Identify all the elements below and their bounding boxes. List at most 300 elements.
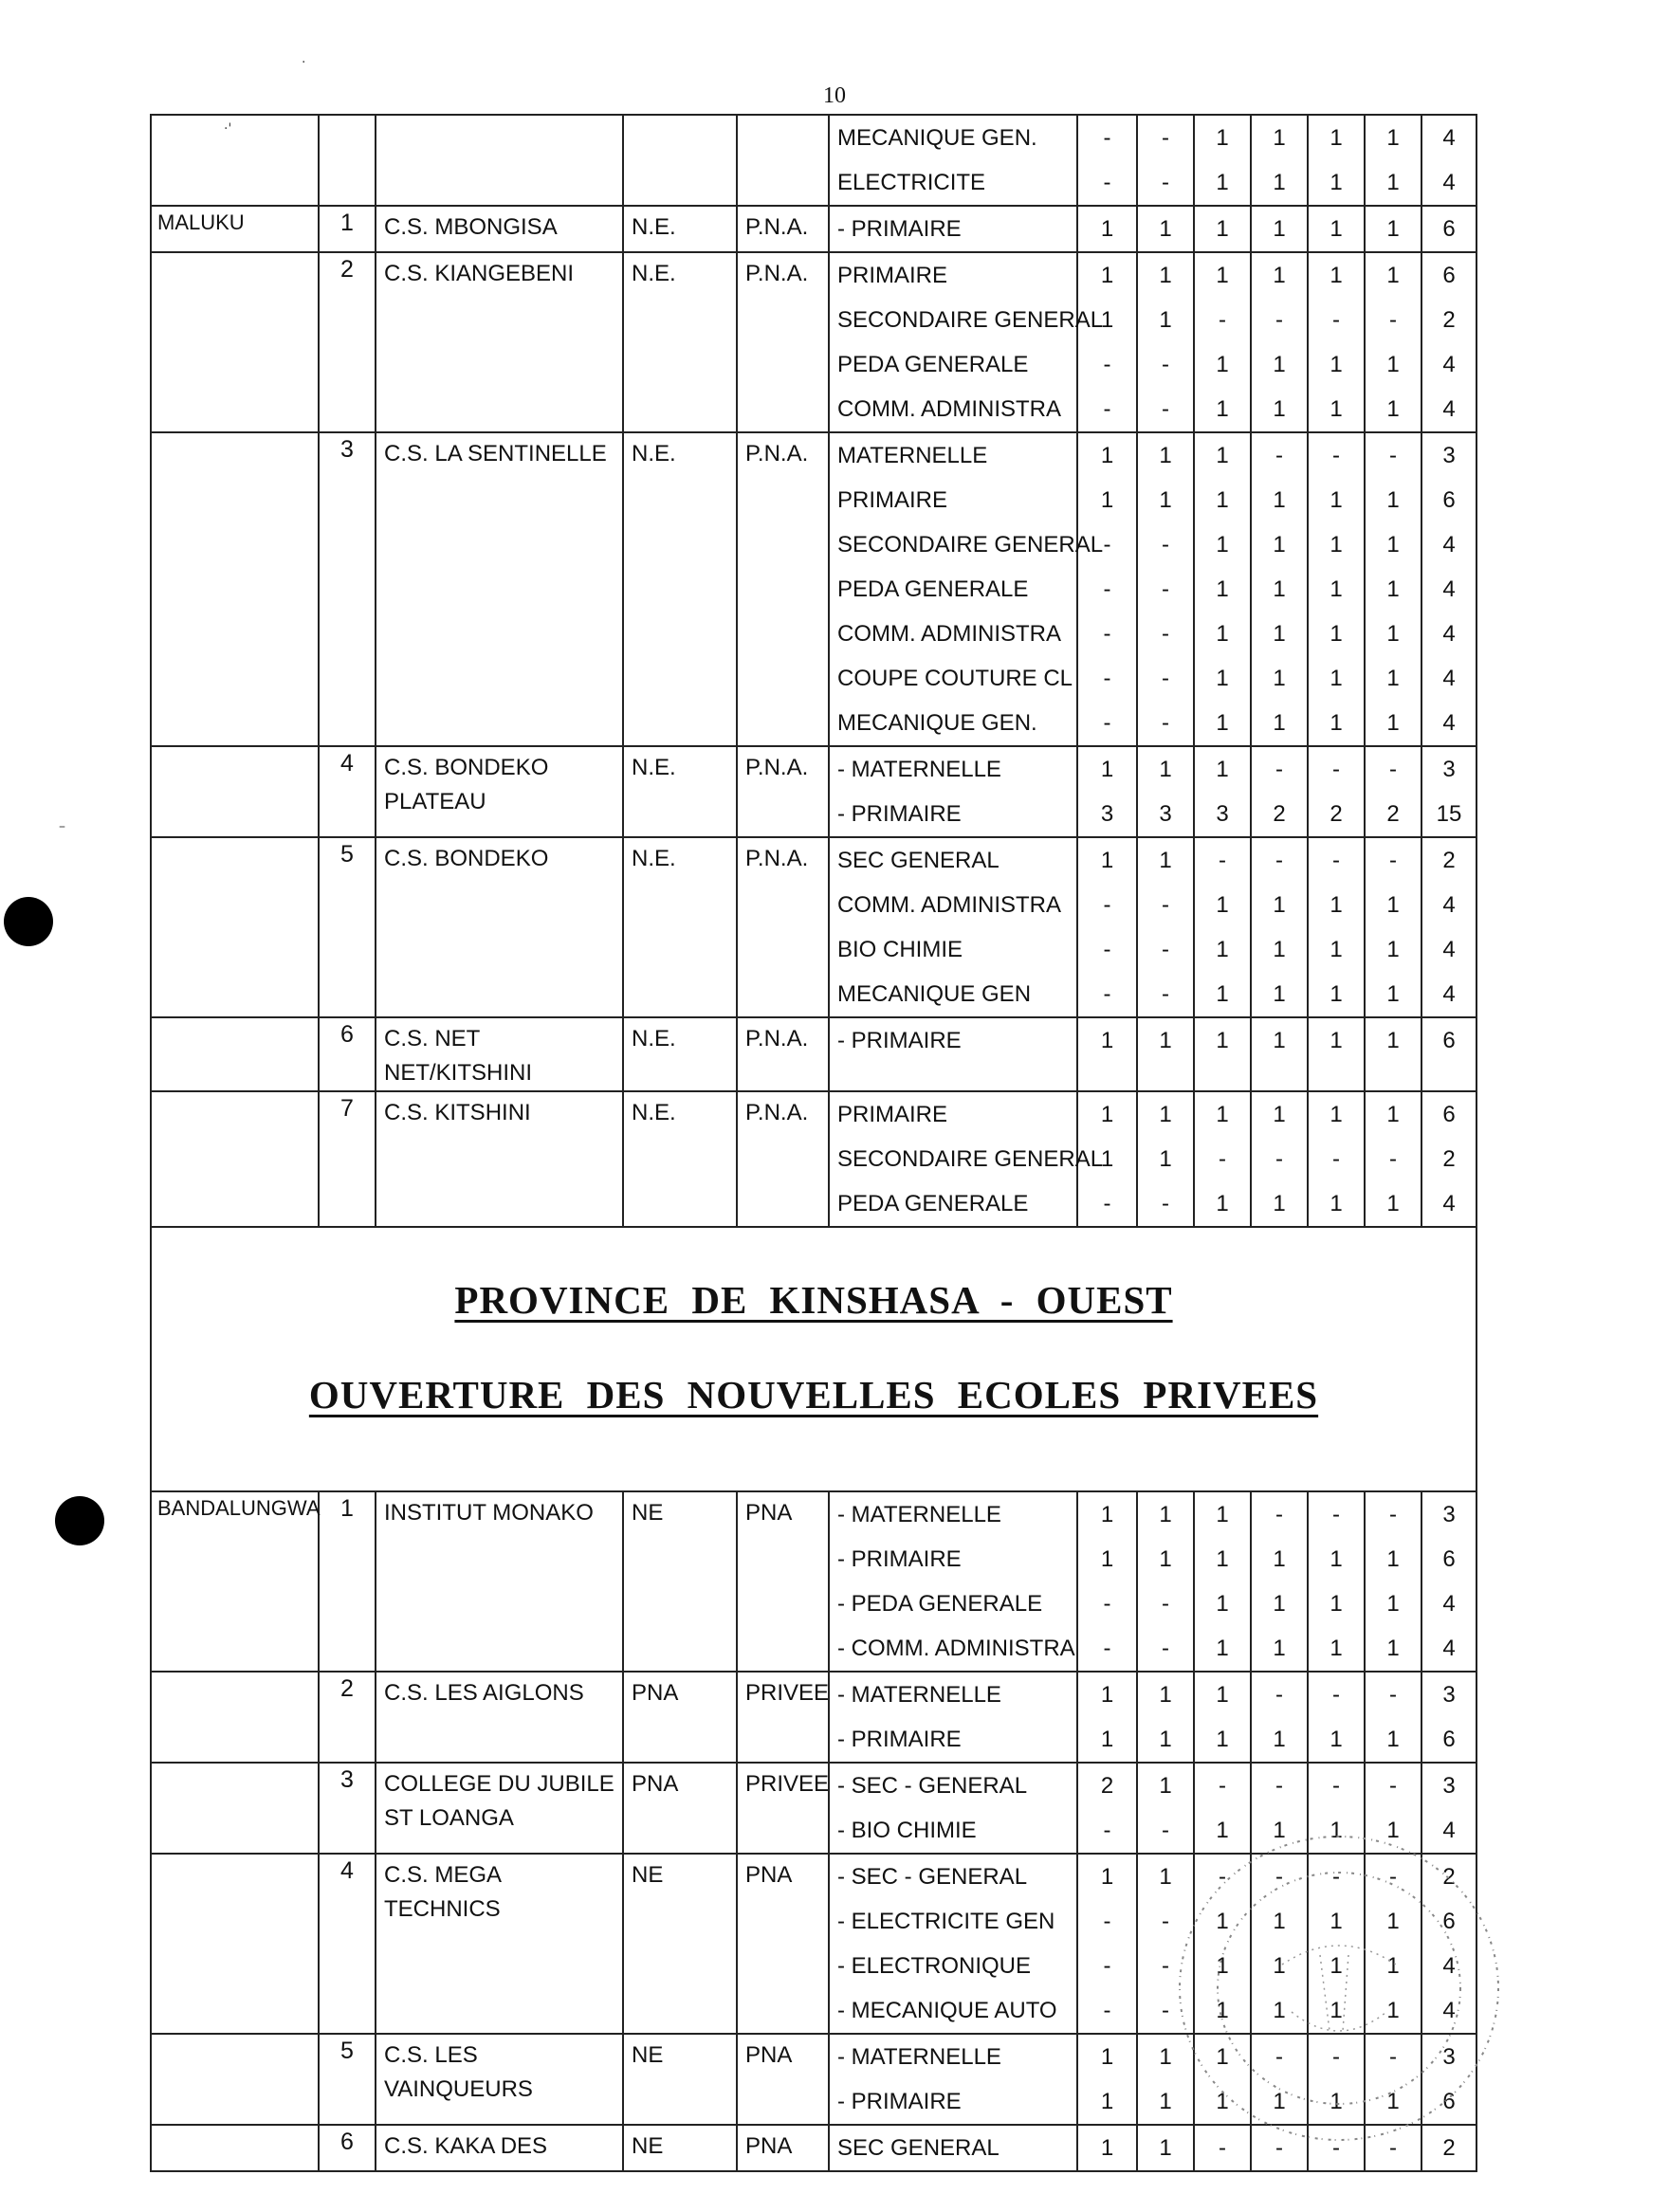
total-value: 3 bbox=[1442, 1502, 1456, 1527]
option-label: PEDA GENERALE bbox=[837, 1191, 1029, 1216]
level-cell bbox=[1194, 746, 1251, 837]
level-value: 1 bbox=[1273, 532, 1286, 558]
level-value: - bbox=[1275, 1864, 1283, 1890]
level-cell bbox=[1137, 1491, 1194, 1672]
school-status: NE bbox=[623, 1491, 737, 1672]
level-value: - bbox=[1332, 2044, 1340, 2070]
level-value: 1 bbox=[1216, 1502, 1229, 1527]
school-type: PNA bbox=[737, 1854, 829, 2034]
level-value: - bbox=[1103, 1591, 1111, 1617]
level-cell bbox=[1308, 252, 1365, 432]
total-value: 3 bbox=[1442, 1682, 1456, 1708]
level-value: - bbox=[1162, 576, 1169, 602]
total-value: 6 bbox=[1442, 2089, 1456, 2114]
school-name: C.S. KIANGEBENI bbox=[376, 252, 623, 432]
total-value: 4 bbox=[1442, 1818, 1456, 1843]
level-value: - bbox=[1332, 1502, 1340, 1527]
level-value: 1 bbox=[1386, 937, 1400, 962]
level-cell bbox=[1137, 2034, 1194, 2125]
level-value: 1 bbox=[1216, 1998, 1229, 2023]
level-value: 1 bbox=[1273, 170, 1286, 195]
level-value: 1 bbox=[1273, 892, 1286, 918]
total-value: 3 bbox=[1442, 757, 1456, 782]
level-value: - bbox=[1162, 981, 1169, 1007]
option-label: SEC GENERAL bbox=[837, 2135, 1000, 2161]
option-label: BIO CHIMIE bbox=[837, 937, 963, 962]
level-cell bbox=[1137, 1017, 1194, 1091]
school-name: C.S. LES AIGLONS bbox=[376, 1672, 623, 1763]
level-value: 1 bbox=[1330, 1727, 1343, 1752]
total-value: 3 bbox=[1442, 1773, 1456, 1799]
level-value: 1 bbox=[1159, 1864, 1172, 1890]
level-value: - bbox=[1219, 1146, 1226, 1172]
total-value: 6 bbox=[1442, 263, 1456, 288]
level-value: 1 bbox=[1386, 1998, 1400, 2023]
level-cell bbox=[1137, 1091, 1194, 1227]
option-label: COMM. ADMINISTRA bbox=[837, 396, 1062, 422]
level-value: - bbox=[1275, 443, 1283, 468]
school-number: 6 bbox=[319, 1017, 376, 1091]
level-value: 1 bbox=[1386, 1102, 1400, 1127]
level-value: 1 bbox=[1273, 1953, 1286, 1979]
level-cell bbox=[1194, 1091, 1251, 1227]
level-value: 1 bbox=[1159, 1682, 1172, 1708]
level-value: 1 bbox=[1330, 710, 1343, 736]
level-value: 1 bbox=[1386, 576, 1400, 602]
option-label: - PRIMAIRE bbox=[837, 801, 962, 827]
options-cell bbox=[829, 1491, 1077, 1672]
level-value: 1 bbox=[1330, 666, 1343, 691]
school-number: 1 bbox=[319, 206, 376, 252]
level-value: - bbox=[1332, 443, 1340, 468]
level-cell bbox=[1251, 432, 1308, 746]
school-number bbox=[319, 115, 376, 206]
level-value: 1 bbox=[1273, 1591, 1286, 1617]
level-cell bbox=[1077, 1672, 1137, 1763]
level-cell bbox=[1251, 1854, 1308, 2034]
level-value: - bbox=[1103, 892, 1111, 918]
option-label: - PRIMAIRE bbox=[837, 216, 962, 242]
option-label: - PRIMAIRE bbox=[837, 2089, 962, 2114]
level-value: 1 bbox=[1100, 1682, 1114, 1708]
level-value: 1 bbox=[1330, 576, 1343, 602]
level-cell bbox=[1251, 746, 1308, 837]
level-value: - bbox=[1332, 848, 1340, 873]
level-value: - bbox=[1275, 1502, 1283, 1527]
level-value: 1 bbox=[1330, 981, 1343, 1007]
level-value: - bbox=[1275, 1682, 1283, 1708]
total-value: 3 bbox=[1442, 443, 1456, 468]
school-status: N.E. bbox=[623, 746, 737, 837]
level-value: - bbox=[1103, 1909, 1111, 1934]
level-value: 1 bbox=[1216, 216, 1229, 242]
total-value: 4 bbox=[1442, 1953, 1456, 1979]
level-value: 1 bbox=[1273, 666, 1286, 691]
punch-hole bbox=[55, 1496, 104, 1545]
school-row bbox=[151, 837, 1476, 1017]
level-cell bbox=[1077, 746, 1137, 837]
level-value: - bbox=[1162, 170, 1169, 195]
level-value: 1 bbox=[1386, 1636, 1400, 1661]
level-cell bbox=[1365, 115, 1421, 206]
scan-speck: · bbox=[302, 55, 306, 70]
level-value: 1 bbox=[1273, 1998, 1286, 2023]
total-value: 4 bbox=[1442, 937, 1456, 962]
district-cell bbox=[151, 115, 319, 206]
level-value: 1 bbox=[1273, 1818, 1286, 1843]
level-value: 1 bbox=[1100, 2044, 1114, 2070]
level-value: 1 bbox=[1100, 848, 1114, 873]
school-number: 2 bbox=[319, 1672, 376, 1763]
level-value: 1 bbox=[1100, 2089, 1114, 2114]
level-cell bbox=[1077, 432, 1137, 746]
option-label: MATERNELLE bbox=[837, 443, 988, 468]
level-value: - bbox=[1332, 1864, 1340, 1890]
option-label: - PRIMAIRE bbox=[837, 1546, 962, 1572]
school-type: P.N.A. bbox=[737, 1017, 829, 1091]
level-value: - bbox=[1219, 1773, 1226, 1799]
level-cell bbox=[1194, 252, 1251, 432]
total-value: 4 bbox=[1442, 981, 1456, 1007]
level-value: 1 bbox=[1100, 1727, 1114, 1752]
district-cell bbox=[151, 2125, 319, 2171]
level-value: - bbox=[1162, 1909, 1169, 1934]
level-value: 1 bbox=[1216, 1028, 1229, 1053]
level-cell bbox=[1365, 1672, 1421, 1763]
level-value: 1 bbox=[1100, 2135, 1114, 2161]
level-value: 1 bbox=[1330, 892, 1343, 918]
level-value: - bbox=[1103, 1191, 1111, 1216]
school-name: C.S. BONDEKO PLATEAU bbox=[376, 746, 623, 837]
total-cell bbox=[1421, 1763, 1476, 1854]
level-cell bbox=[1194, 2034, 1251, 2125]
level-value: - bbox=[1332, 307, 1340, 333]
level-value: - bbox=[1103, 352, 1111, 377]
section-subtitle: OUVERTURE DES NOUVELLES ECOLES PRIVEES bbox=[308, 1373, 1319, 1417]
level-value: - bbox=[1275, 757, 1283, 782]
level-value: 1 bbox=[1159, 1727, 1172, 1752]
level-value: 1 bbox=[1100, 1028, 1114, 1053]
level-value: - bbox=[1275, 2044, 1283, 2070]
total-cell bbox=[1421, 2125, 1476, 2171]
option-label: SECONDAIRE GENERAL bbox=[837, 532, 1104, 558]
level-value: 1 bbox=[1386, 1818, 1400, 1843]
level-value: 2 bbox=[1386, 801, 1400, 827]
level-value: 1 bbox=[1100, 1502, 1114, 1527]
total-cell bbox=[1421, 252, 1476, 432]
district-cell bbox=[151, 2034, 319, 2125]
level-cell bbox=[1365, 746, 1421, 837]
level-value: 1 bbox=[1330, 1591, 1343, 1617]
level-value: 1 bbox=[1159, 216, 1172, 242]
level-cell bbox=[1308, 1854, 1365, 2034]
level-value: - bbox=[1162, 621, 1169, 647]
options-cell bbox=[829, 252, 1104, 432]
level-cell bbox=[1077, 115, 1137, 206]
level-cell bbox=[1077, 252, 1137, 432]
options-cell bbox=[829, 2034, 1077, 2125]
level-value: - bbox=[1162, 125, 1169, 151]
level-cell bbox=[1077, 1491, 1137, 1672]
school-name: C.S. KITSHINI bbox=[376, 1091, 623, 1227]
total-value: 4 bbox=[1442, 1591, 1456, 1617]
level-value: 1 bbox=[1159, 1028, 1172, 1053]
school-status bbox=[623, 115, 737, 206]
section-title-cell bbox=[151, 1227, 1476, 1491]
level-cell bbox=[1077, 837, 1137, 1017]
total-value: 6 bbox=[1442, 216, 1456, 242]
option-label: ELECTRICITE bbox=[837, 170, 986, 195]
option-label: MECANIQUE GEN. bbox=[837, 125, 1037, 151]
total-value: 6 bbox=[1442, 1102, 1456, 1127]
options-cell bbox=[829, 1091, 1104, 1227]
level-value: 1 bbox=[1216, 170, 1229, 195]
level-cell bbox=[1365, 1491, 1421, 1672]
level-value: 1 bbox=[1159, 1502, 1172, 1527]
level-value: - bbox=[1332, 1146, 1340, 1172]
total-cell bbox=[1421, 1491, 1476, 1672]
total-value: 2 bbox=[1442, 848, 1456, 873]
level-cell bbox=[1194, 1854, 1251, 2034]
level-value: - bbox=[1162, 1591, 1169, 1617]
level-value: 1 bbox=[1216, 710, 1229, 736]
level-value: 1 bbox=[1273, 1909, 1286, 1934]
level-value: - bbox=[1389, 848, 1397, 873]
level-value: 1 bbox=[1273, 576, 1286, 602]
option-label: PEDA GENERALE bbox=[837, 352, 1029, 377]
level-value: - bbox=[1103, 981, 1111, 1007]
level-value: 1 bbox=[1386, 352, 1400, 377]
level-value: - bbox=[1103, 1818, 1111, 1843]
level-cell bbox=[1308, 2125, 1365, 2171]
level-value: 1 bbox=[1330, 937, 1343, 962]
level-value: 1 bbox=[1330, 352, 1343, 377]
level-value: 1 bbox=[1216, 1636, 1229, 1661]
level-cell bbox=[1308, 2034, 1365, 2125]
district-cell: MALUKU bbox=[151, 206, 319, 252]
option-label: - ELECTRONIQUE bbox=[837, 1953, 1032, 1979]
total-cell bbox=[1421, 746, 1476, 837]
level-value: 1 bbox=[1330, 1546, 1343, 1572]
level-value: 1 bbox=[1216, 2089, 1229, 2114]
level-value: 1 bbox=[1159, 487, 1172, 513]
level-cell bbox=[1251, 1672, 1308, 1763]
level-value: 1 bbox=[1216, 443, 1229, 468]
level-value: - bbox=[1103, 937, 1111, 962]
level-value: 1 bbox=[1216, 1682, 1229, 1708]
option-label: MECANIQUE GEN bbox=[837, 981, 1032, 1007]
level-value: - bbox=[1275, 307, 1283, 333]
scan-dash: – bbox=[59, 819, 65, 834]
level-value: - bbox=[1103, 396, 1111, 422]
level-value: - bbox=[1389, 1682, 1397, 1708]
school-type: P.N.A. bbox=[737, 1091, 829, 1227]
level-cell bbox=[1308, 115, 1365, 206]
level-value: 1 bbox=[1216, 1546, 1229, 1572]
level-value: 1 bbox=[1273, 981, 1286, 1007]
level-cell bbox=[1251, 252, 1308, 432]
school-row bbox=[151, 1091, 1476, 1227]
level-value: - bbox=[1389, 2135, 1397, 2161]
level-value: 3 bbox=[1216, 801, 1229, 827]
level-value: 1 bbox=[1216, 666, 1229, 691]
option-label: COMM. ADMINISTRA bbox=[837, 892, 1062, 918]
school-name: C.S. KAKA DES bbox=[376, 2125, 623, 2171]
level-value: - bbox=[1332, 2135, 1340, 2161]
level-value: 1 bbox=[1273, 1028, 1286, 1053]
total-value: 3 bbox=[1442, 2044, 1456, 2070]
school-status: N.E. bbox=[623, 1017, 737, 1091]
school-row bbox=[151, 252, 1476, 432]
options-cell bbox=[829, 1017, 1077, 1091]
school-name: C.S. NET NET/KITSHINI bbox=[376, 1017, 623, 1091]
level-cell bbox=[1251, 1491, 1308, 1672]
level-value: 1 bbox=[1216, 1909, 1229, 1934]
level-value: 2 bbox=[1273, 801, 1286, 827]
level-value: 1 bbox=[1100, 216, 1114, 242]
level-value: 1 bbox=[1100, 1546, 1114, 1572]
level-value: 1 bbox=[1159, 1102, 1172, 1127]
level-value: - bbox=[1162, 710, 1169, 736]
level-value: 1 bbox=[1216, 757, 1229, 782]
level-value: - bbox=[1275, 1146, 1283, 1172]
level-cell bbox=[1308, 1491, 1365, 1672]
section-title-row bbox=[151, 1227, 1476, 1491]
school-row bbox=[151, 1491, 1476, 1672]
option-label: - MATERNELLE bbox=[837, 1682, 1001, 1708]
level-value: - bbox=[1103, 666, 1111, 691]
level-value: 1 bbox=[1273, 1727, 1286, 1752]
level-value: 1 bbox=[1216, 1727, 1229, 1752]
level-value: 1 bbox=[1330, 125, 1343, 151]
level-value: 1 bbox=[1330, 1998, 1343, 2023]
options-cell bbox=[829, 746, 1077, 837]
level-value: - bbox=[1162, 532, 1169, 558]
total-cell bbox=[1421, 1017, 1476, 1091]
level-value: 1 bbox=[1330, 1953, 1343, 1979]
option-label: - SEC - GENERAL bbox=[837, 1864, 1028, 1890]
total-value: 4 bbox=[1442, 352, 1456, 377]
school-status: N.E. bbox=[623, 206, 737, 252]
level-cell bbox=[1308, 432, 1365, 746]
school-row bbox=[151, 2034, 1476, 2125]
level-value: 1 bbox=[1159, 2044, 1172, 2070]
level-value: 1 bbox=[1216, 576, 1229, 602]
level-cell bbox=[1077, 1854, 1137, 2034]
total-value: 6 bbox=[1442, 487, 1456, 513]
option-label: - MATERNELLE bbox=[837, 757, 1001, 782]
level-value: - bbox=[1219, 307, 1226, 333]
total-value: 4 bbox=[1442, 666, 1456, 691]
level-value: 1 bbox=[1159, 1546, 1172, 1572]
school-type bbox=[737, 115, 829, 206]
level-value: 1 bbox=[1216, 2044, 1229, 2070]
level-value: - bbox=[1389, 2044, 1397, 2070]
level-cell bbox=[1137, 1854, 1194, 2034]
level-value: 1 bbox=[1330, 487, 1343, 513]
level-cell bbox=[1308, 746, 1365, 837]
level-cell bbox=[1365, 206, 1421, 252]
level-cell bbox=[1077, 1017, 1137, 1091]
level-value: 1 bbox=[1159, 1773, 1172, 1799]
school-type: P.N.A. bbox=[737, 252, 829, 432]
option-label: SECONDAIRE GENERAL bbox=[837, 1146, 1104, 1172]
level-value: - bbox=[1332, 1773, 1340, 1799]
level-cell bbox=[1077, 2034, 1137, 2125]
level-value: 3 bbox=[1100, 801, 1114, 827]
school-row bbox=[151, 115, 1476, 206]
level-cell bbox=[1251, 1091, 1308, 1227]
total-value: 4 bbox=[1442, 576, 1456, 602]
level-value: - bbox=[1162, 396, 1169, 422]
school-row bbox=[151, 1763, 1476, 1854]
level-value: 1 bbox=[1216, 621, 1229, 647]
school-type: PNA bbox=[737, 1491, 829, 1672]
level-value: 1 bbox=[1330, 170, 1343, 195]
level-cell bbox=[1077, 1763, 1137, 1854]
school-number: 5 bbox=[319, 2034, 376, 2125]
level-value: - bbox=[1162, 892, 1169, 918]
total-value: 4 bbox=[1442, 396, 1456, 422]
option-label: PEDA GENERALE bbox=[837, 576, 1029, 602]
level-value: - bbox=[1389, 1502, 1397, 1527]
level-value: - bbox=[1103, 532, 1111, 558]
level-value: 1 bbox=[1216, 352, 1229, 377]
option-label: - PEDA GENERALE bbox=[837, 1591, 1043, 1617]
school-type: P.N.A. bbox=[737, 837, 829, 1017]
level-value: 1 bbox=[1273, 937, 1286, 962]
school-number: 1 bbox=[319, 1491, 376, 1672]
level-cell bbox=[1365, 1763, 1421, 1854]
options-cell bbox=[829, 2125, 1077, 2171]
total-value: 4 bbox=[1442, 621, 1456, 647]
total-cell bbox=[1421, 1091, 1476, 1227]
level-value: 1 bbox=[1273, 1102, 1286, 1127]
level-value: - bbox=[1162, 1953, 1169, 1979]
level-value: 1 bbox=[1330, 1028, 1343, 1053]
level-value: 1 bbox=[1386, 710, 1400, 736]
level-value: 1 bbox=[1386, 216, 1400, 242]
school-number: 6 bbox=[319, 2125, 376, 2171]
level-value: 2 bbox=[1100, 1773, 1114, 1799]
school-status: N.E. bbox=[623, 432, 737, 746]
level-value: 1 bbox=[1159, 2089, 1172, 2114]
level-cell bbox=[1137, 2125, 1194, 2171]
district-cell bbox=[151, 837, 319, 1017]
school-row bbox=[151, 746, 1476, 837]
option-label: - SEC - GENERAL bbox=[837, 1773, 1028, 1799]
level-value: 1 bbox=[1330, 1191, 1343, 1216]
total-value: 4 bbox=[1442, 1636, 1456, 1661]
options-cell bbox=[829, 115, 1077, 206]
level-cell bbox=[1194, 1763, 1251, 1854]
page-number: 10 bbox=[823, 83, 846, 108]
level-value: 1 bbox=[1100, 1864, 1114, 1890]
school-number: 2 bbox=[319, 252, 376, 432]
level-value: 1 bbox=[1273, 125, 1286, 151]
total-cell bbox=[1421, 1854, 1476, 2034]
level-value: 1 bbox=[1100, 487, 1114, 513]
level-value: 1 bbox=[1216, 981, 1229, 1007]
level-value: 1 bbox=[1273, 710, 1286, 736]
district-cell bbox=[151, 746, 319, 837]
level-value: 1 bbox=[1330, 621, 1343, 647]
level-value: 1 bbox=[1159, 1146, 1172, 1172]
level-value: 1 bbox=[1330, 2089, 1343, 2114]
level-value: - bbox=[1275, 848, 1283, 873]
level-value: - bbox=[1162, 1191, 1169, 1216]
level-cell bbox=[1194, 837, 1251, 1017]
